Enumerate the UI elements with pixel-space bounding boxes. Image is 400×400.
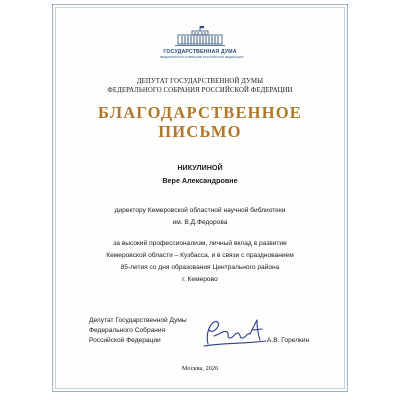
handwritten-signature-icon bbox=[200, 316, 270, 350]
body-text-line-2: Кемеровской области – Кузбасса, и в связи с празднованием bbox=[106, 252, 294, 259]
recipient-name: Вере Александровне bbox=[162, 176, 238, 185]
body-text-line-1: за высокий профессионализм, личный вклад в развитие bbox=[113, 240, 287, 247]
place-date: Москва, 2026 bbox=[181, 365, 219, 372]
duma-subname-label: ФЕДЕРАЛЬНОГО СОБРАНИЯ РОССИЙСКОЙ ФЕДЕРАЦИИ bbox=[160, 55, 244, 59]
signatory-title-line-2: Федерального Собрания bbox=[89, 327, 166, 334]
signatory-name: А.В. Горелкин bbox=[267, 337, 310, 344]
title-line-1: БЛАГОДАРСТВЕННОЕ bbox=[98, 103, 302, 122]
state-duma-building-icon bbox=[174, 25, 226, 47]
duma-name-label: ГОСУДАРСТВЕННАЯ ДУМА bbox=[163, 49, 237, 55]
body-text-line-3: 85-летия со дня образования Центрального района bbox=[120, 264, 280, 271]
title-line-2: ПИСЬМО bbox=[158, 122, 242, 141]
header-line-2: ФЕДЕРАЛЬНОГО СОБРАНИЯ РОССИЙСКОЙ ФЕДЕРАЦИИ bbox=[107, 87, 293, 94]
recipient-surname: НИКУЛИНОЙ bbox=[177, 163, 223, 172]
position-line-2: им. В.Д.Федорова bbox=[172, 219, 228, 226]
position-line-1: директору Кемеровской областной научной библиотеки bbox=[114, 207, 286, 214]
signatory-title-line-3: Российской Федерации bbox=[89, 337, 161, 344]
body-text-line-4: г. Кемерово bbox=[182, 276, 218, 283]
signatory-title-line-1: Депутат Государственной Думы bbox=[89, 317, 187, 324]
header-line-1: ДЕПУТАТ ГОСУДАРСТВЕННОЙ ДУМЫ bbox=[136, 78, 264, 85]
